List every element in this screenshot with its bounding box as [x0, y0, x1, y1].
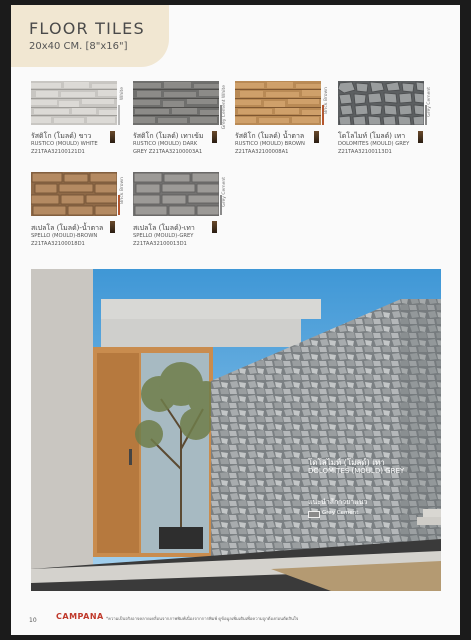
page-title: FLOOR TILES — [29, 19, 145, 38]
tile-swatch — [133, 172, 219, 216]
grout-recommendation-label: แนะนำสีกาวยาแนว — [308, 498, 368, 506]
tile-name-english: RUSTICO (MOULD) WHITE — [31, 141, 98, 147]
tile-swatch — [133, 81, 219, 125]
grout-color-label: Grey Cement — [427, 87, 432, 117]
sample-chip — [314, 131, 319, 143]
grout-color-label: Brick Brown — [324, 87, 329, 114]
disclaimer-note: *ความเป็นจริงอาจคลาดเคลื่อนจากภาพพิมพ์เนื่องจากการพิมพ์ ดูข้อมูลเพิ่มเติมเพื่อความถูกต้องก่อนตัดสินใจ — [106, 616, 299, 621]
tile-name-english: RUSTICO (MOULD) BROWN — [235, 141, 305, 147]
grout-color-name: Grey Cement — [322, 510, 359, 516]
sample-chip — [110, 221, 115, 233]
tile-code: Z21TAA32100121D1 — [31, 149, 85, 155]
grout-color-label: Grey Cement — [222, 177, 227, 207]
tile-swatch — [31, 81, 117, 125]
tile-swatch — [31, 172, 117, 216]
tile-name-thai: รัสติโก (โมลด์) ขาว — [31, 132, 92, 140]
grout-color-label: Brick Brown — [120, 177, 125, 204]
grout-color-bar — [118, 105, 120, 125]
tile-name-thai: รัสติโก (โมลด์) เทาเข้ม — [133, 132, 204, 140]
tile-name-english: DOLOMITES (MOULD) GREY — [338, 141, 410, 147]
page-number: 10 — [29, 617, 37, 624]
tile-name-english: RUSTICO (MOULD) DARK — [133, 141, 198, 147]
tile-name-english: SPELLO (MOULD)-BROWN — [31, 233, 98, 239]
tile-name-thai: สเปลโล (โมลด์)-เทา — [133, 224, 195, 232]
tile-swatch — [235, 81, 321, 125]
sample-chip — [212, 221, 217, 233]
tile-code: Z21TAA32100008A1 — [235, 149, 289, 155]
page-subtitle: 20x40 CM. [8"x16"] — [29, 41, 128, 52]
grout-color-label: White — [120, 87, 125, 101]
tile-code: Z21TAA32100113D1 — [338, 149, 392, 155]
sample-chip — [212, 131, 217, 143]
grout-color-label: Grey Cement White — [222, 85, 227, 130]
tile-code: Z21TAA32100013D1 — [133, 241, 187, 247]
grout-swatch — [308, 511, 320, 518]
tile-name-thai: สเปลโล (โมลด์)-น้ำตาล — [31, 224, 104, 232]
photo-caption-thai: โดโลไมท์ (โมลด์) เทา — [308, 458, 385, 467]
sample-chip — [110, 131, 115, 143]
photo-caption-english: DOLOMITES (MOULD) GREY — [308, 467, 405, 475]
tile-name-thai: รัสติโก (โมลด์) น้ำตาล — [235, 132, 305, 140]
tile-code: GREY Z21TAA32100003A1 — [133, 149, 203, 155]
tile-name-thai: โดโลไมท์ (โมลด์) เทา — [338, 132, 406, 140]
tile-name-english: SPELLO (MOULD)-GREY — [133, 233, 194, 239]
tile-code: Z21TAA32100018D1 — [31, 241, 85, 247]
catalog-page — [11, 5, 460, 635]
tile-swatch — [338, 81, 424, 125]
room-photo — [31, 269, 441, 591]
brand-logo: CAMPANA — [56, 612, 104, 621]
sample-chip — [418, 131, 423, 143]
